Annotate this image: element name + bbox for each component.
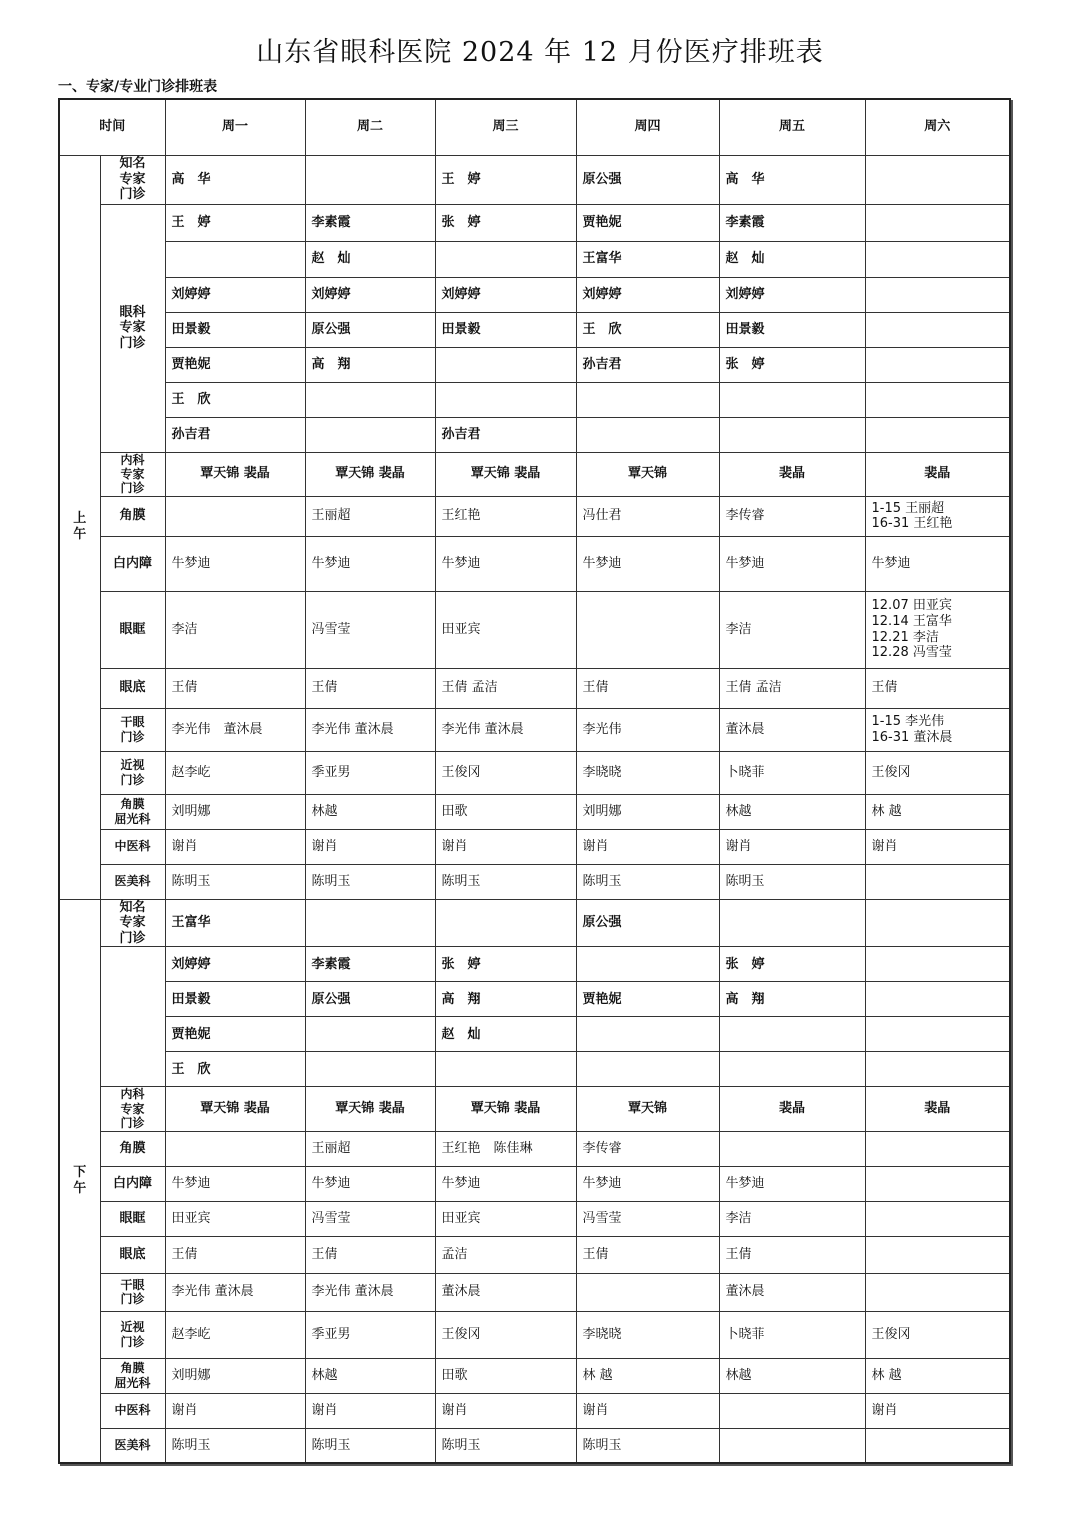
pm-expert-thu: 贾艳妮 (576, 982, 719, 1017)
am-refractive-wed: 田歌 (435, 794, 576, 829)
am-expert-tue: 高 翔 (305, 347, 435, 382)
pm-myopia-tue: 季亚男 (305, 1311, 435, 1358)
pm-internal-label: 内科 专家 门诊 (100, 1087, 165, 1131)
pm-myopia-wed: 王俊冈 (435, 1311, 576, 1358)
pm-expert-tue (305, 1017, 435, 1052)
schedule-line: 12.21 李洁 (871, 629, 939, 645)
schedule-line: 16-31 董沐晨 (871, 729, 953, 745)
am-refractive-label: 角膜 屈光科 (100, 794, 165, 829)
pm-expert-row (59, 1017, 1010, 1052)
am-refractive-fri: 林越 (719, 794, 865, 829)
am-cornea-fri: 李传睿 (719, 496, 865, 536)
pm-tcm-mon: 谢肖 (165, 1393, 305, 1428)
pm-cataract-label: 白内障 (100, 1166, 165, 1201)
am-expert-row (59, 347, 1010, 382)
am-internal-tue: 覃天锦 裴晶 (305, 452, 435, 496)
am-expert-fri: 赵 灿 (719, 241, 865, 277)
pm-cornea-fri (719, 1131, 865, 1166)
am-orbit-thu (576, 591, 719, 668)
pm-dryeye-mon: 李光伟 董沐晨 (165, 1273, 305, 1311)
pm-orbit-sat (865, 1201, 1010, 1236)
pm-cornea-row (59, 1131, 1010, 1166)
am-cataract-mon: 牛梦迪 (165, 536, 305, 591)
am-famous-tue (305, 155, 435, 204)
pm-refractive-fri: 林越 (719, 1358, 865, 1393)
pm-myopia-sat: 王俊冈 (865, 1311, 1010, 1358)
am-expert-row (59, 382, 1010, 417)
am-cosmetic-label: 医美科 (100, 864, 165, 899)
am-cosmetic-fri: 陈明玉 (719, 864, 865, 899)
pm-expert-tue (305, 1052, 435, 1087)
am-cornea-tue: 王丽超 (305, 496, 435, 536)
pm-expert-mon: 田景毅 (165, 982, 305, 1017)
am-cosmetic-tue: 陈明玉 (305, 864, 435, 899)
am-cornea-mon (165, 496, 305, 536)
am-expert-thu (576, 382, 719, 417)
am-internal-mon: 覃天锦 裴晶 (165, 452, 305, 496)
am-myopia-fri: 卜晓菲 (719, 751, 865, 794)
am-cosmetic-thu: 陈明玉 (576, 864, 719, 899)
pm-expert-thu (576, 1017, 719, 1052)
am-myopia-row (59, 751, 1010, 794)
pm-dryeye-thu (576, 1273, 719, 1311)
header-thu: 周四 (576, 99, 719, 155)
am-expert-thu: 孙吉君 (576, 347, 719, 382)
am-expert-fri: 田景毅 (719, 312, 865, 347)
pm-expert-sat (865, 982, 1010, 1017)
pm-orbit-row (59, 1201, 1010, 1236)
pm-dryeye-sat (865, 1273, 1010, 1311)
am-myopia-tue: 季亚男 (305, 751, 435, 794)
pm-cornea-mon (165, 1131, 305, 1166)
am-expert-wed: 田景毅 (435, 312, 576, 347)
header-sat: 周六 (865, 99, 1010, 155)
am-famous-wed: 王 婷 (435, 155, 576, 204)
am-dryeye-label: 干眼 门诊 (100, 708, 165, 751)
header-fri: 周五 (719, 99, 865, 155)
am-tcm-row (59, 829, 1010, 864)
am-fundus-sat: 王倩 (865, 668, 1010, 708)
schedule-body (59, 99, 1010, 1463)
am-orbit-tue: 冯雪莹 (305, 591, 435, 668)
am-orbit-wed: 田亚宾 (435, 591, 576, 668)
am-cornea-sat (865, 496, 1010, 536)
pm-cataract-wed: 牛梦迪 (435, 1166, 576, 1201)
am-expert-fri: 张 婷 (719, 347, 865, 382)
header-tue: 周二 (305, 99, 435, 155)
pm-cataract-sat (865, 1166, 1010, 1201)
session-label-pm: 下 午 (59, 899, 100, 1463)
pm-internal-tue: 覃天锦 裴晶 (305, 1087, 435, 1131)
am-expert-tue: 刘婷婷 (305, 277, 435, 312)
am-fundus-row (59, 668, 1010, 708)
am-expert-wed (435, 382, 576, 417)
pm-dryeye-wed: 董沐晨 (435, 1273, 576, 1311)
am-refractive-tue: 林越 (305, 794, 435, 829)
am-tcm-tue: 谢肖 (305, 829, 435, 864)
am-famous-row (59, 155, 1010, 204)
am-famous-mon: 高 华 (165, 155, 305, 204)
pm-famous-wed (435, 899, 576, 947)
pm-dryeye-label: 干眼 门诊 (100, 1273, 165, 1311)
pm-cosmetic-tue: 陈明玉 (305, 1428, 435, 1463)
pm-expert-fri: 张 婷 (719, 947, 865, 982)
pm-cosmetic-label: 医美科 (100, 1428, 165, 1463)
am-expert-wed (435, 241, 576, 277)
pm-expert-sat (865, 1052, 1010, 1087)
pm-tcm-sat: 谢肖 (865, 1393, 1010, 1428)
pm-cataract-fri: 牛梦迪 (719, 1166, 865, 1201)
am-dryeye-wed: 李光伟 董沐晨 (435, 708, 576, 751)
am-dryeye-fri: 董沐晨 (719, 708, 865, 751)
am-internal-thu: 覃天锦 (576, 452, 719, 496)
am-orbit-row (59, 591, 1010, 668)
am-dryeye-mon: 李光伟 董沐晨 (165, 708, 305, 751)
am-expert-thu (576, 417, 719, 452)
am-expert-tue (305, 382, 435, 417)
pm-internal-row (59, 1087, 1010, 1131)
am-cosmetic-sat (865, 864, 1010, 899)
schedule-line: 12.14 王富华 (871, 614, 952, 630)
am-tcm-sat: 谢肖 (865, 829, 1010, 864)
am-expert-wed: 张 婷 (435, 204, 576, 241)
pm-fundus-tue: 王倩 (305, 1236, 435, 1273)
am-expert-sat (865, 204, 1010, 241)
am-cataract-label: 白内障 (100, 536, 165, 591)
am-expert-row (59, 241, 1010, 277)
schedule-line: 12.07 田亚宾 (871, 598, 952, 614)
pm-famous-tue (305, 899, 435, 947)
am-dryeye-row (59, 708, 1010, 751)
pm-famous-thu: 原公强 (576, 899, 719, 947)
am-refractive-thu: 刘明娜 (576, 794, 719, 829)
am-expert-thu: 王富华 (576, 241, 719, 277)
pm-internal-wed: 覃天锦 裴晶 (435, 1087, 576, 1131)
am-expert-mon: 王 欣 (165, 382, 305, 417)
pm-expert-wed: 高 翔 (435, 982, 576, 1017)
pm-expert-tue: 李素霞 (305, 947, 435, 982)
pm-myopia-mon: 赵李屹 (165, 1311, 305, 1358)
pm-expert-tue: 原公强 (305, 982, 435, 1017)
am-myopia-sat: 王俊冈 (865, 751, 1010, 794)
pm-famous-sat (865, 899, 1010, 947)
section-subtitle: 一、专家/专业门诊排班表 (58, 79, 218, 95)
am-fundus-fri: 王倩 孟洁 (719, 668, 865, 708)
pm-expert-row (59, 1052, 1010, 1087)
pm-orbit-fri: 李洁 (719, 1201, 865, 1236)
pm-fundus-row (59, 1236, 1010, 1273)
pm-expert-row (59, 982, 1010, 1017)
page-title: 山东省眼科医院 2024 年 12 月份医疗排班表 (256, 37, 824, 68)
am-orbit-sat (865, 591, 1010, 668)
pm-expert-mon: 刘婷婷 (165, 947, 305, 982)
am-fundus-label: 眼底 (100, 668, 165, 708)
am-cornea-thu: 冯仕君 (576, 496, 719, 536)
pm-fundus-thu: 王倩 (576, 1236, 719, 1273)
am-internal-row (59, 452, 1010, 496)
pm-myopia-fri: 卜晓菲 (719, 1311, 865, 1358)
pm-tcm-label: 中医科 (100, 1393, 165, 1428)
pm-expert-sat (865, 947, 1010, 982)
am-expert-tue: 李素霞 (305, 204, 435, 241)
pm-cosmetic-row (59, 1428, 1010, 1463)
am-expert-mon (165, 241, 305, 277)
pm-cosmetic-mon: 陈明玉 (165, 1428, 305, 1463)
am-dryeye-thu: 李光伟 (576, 708, 719, 751)
header-row (59, 99, 1010, 155)
pm-cosmetic-fri (719, 1428, 865, 1463)
am-dryeye-tue: 李光伟 董沐晨 (305, 708, 435, 751)
am-expert-wed (435, 347, 576, 382)
am-cataract-wed: 牛梦迪 (435, 536, 576, 591)
am-expert-sat (865, 382, 1010, 417)
pm-myopia-row (59, 1311, 1010, 1358)
am-expert-wed: 刘婷婷 (435, 277, 576, 312)
am-expert-sat (865, 347, 1010, 382)
pm-famous-row (59, 899, 1010, 947)
pm-myopia-thu: 李晓晓 (576, 1311, 719, 1358)
am-expert-thu: 刘婷婷 (576, 277, 719, 312)
pm-cataract-row (59, 1166, 1010, 1201)
am-cornea-label: 角膜 (100, 496, 165, 536)
pm-expert-fri: 高 翔 (719, 982, 865, 1017)
pm-fundus-label: 眼底 (100, 1236, 165, 1273)
am-cataract-thu: 牛梦迪 (576, 536, 719, 591)
pm-fundus-fri: 王倩 (719, 1236, 865, 1273)
am-expert-tue: 原公强 (305, 312, 435, 347)
pm-fundus-mon: 王倩 (165, 1236, 305, 1273)
pm-cornea-thu: 李传睿 (576, 1131, 719, 1166)
pm-refractive-thu: 林 越 (576, 1358, 719, 1393)
schedule-line: 1-15 李光伟 (871, 714, 945, 730)
pm-cataract-thu: 牛梦迪 (576, 1166, 719, 1201)
pm-expert-wed: 赵 灿 (435, 1017, 576, 1052)
am-cosmetic-mon: 陈明玉 (165, 864, 305, 899)
am-expert-row (59, 204, 1010, 241)
pm-refractive-row (59, 1358, 1010, 1393)
am-expert-mon: 刘婷婷 (165, 277, 305, 312)
am-myopia-thu: 李晓晓 (576, 751, 719, 794)
pm-cornea-label: 角膜 (100, 1131, 165, 1166)
am-internal-wed: 覃天锦 裴晶 (435, 452, 576, 496)
am-orbit-label: 眼眶 (100, 591, 165, 668)
pm-expert-wed: 张 婷 (435, 947, 576, 982)
am-tcm-label: 中医科 (100, 829, 165, 864)
pm-expert-thu (576, 947, 719, 982)
am-cataract-tue: 牛梦迪 (305, 536, 435, 591)
pm-dryeye-row (59, 1273, 1010, 1311)
header-wed: 周三 (435, 99, 576, 155)
am-expert-sat (865, 312, 1010, 347)
pm-cosmetic-wed: 陈明玉 (435, 1428, 576, 1463)
am-expert-sat (865, 417, 1010, 452)
am-expert-fri: 李素霞 (719, 204, 865, 241)
am-internal-sat: 裴晶 (865, 452, 1010, 496)
pm-expert-fri (719, 1052, 865, 1087)
pm-expert-fri (719, 1017, 865, 1052)
am-expert-mon: 孙吉君 (165, 417, 305, 452)
schedule-line: 12.28 冯雪莹 (871, 645, 952, 661)
pm-expert-sat (865, 1017, 1010, 1052)
am-famous-thu: 原公强 (576, 155, 719, 204)
am-expert-mon: 贾艳妮 (165, 347, 305, 382)
am-expert-fri: 刘婷婷 (719, 277, 865, 312)
am-cornea-wed: 王红艳 (435, 496, 576, 536)
am-tcm-fri: 谢肖 (719, 829, 865, 864)
am-famous-fri: 高 华 (719, 155, 865, 204)
pm-fundus-sat (865, 1236, 1010, 1273)
pm-famous-label: 知名 专家 门诊 (100, 899, 165, 947)
schedule-line: 1-15 王丽超 (871, 500, 945, 516)
pm-refractive-mon: 刘明娜 (165, 1358, 305, 1393)
pm-cosmetic-thu: 陈明玉 (576, 1428, 719, 1463)
pm-refractive-wed: 田歌 (435, 1358, 576, 1393)
pm-orbit-label: 眼眶 (100, 1201, 165, 1236)
pm-expert-thu (576, 1052, 719, 1087)
pm-cataract-mon: 牛梦迪 (165, 1166, 305, 1201)
am-refractive-row (59, 794, 1010, 829)
header-mon: 周一 (165, 99, 305, 155)
am-expert-fri (719, 417, 865, 452)
pm-internal-thu: 覃天锦 (576, 1087, 719, 1131)
am-expert-row (59, 277, 1010, 312)
pm-dryeye-fri: 董沐晨 (719, 1273, 865, 1311)
pm-expert-mon: 王 欣 (165, 1052, 305, 1087)
pm-myopia-label: 近视 门诊 (100, 1311, 165, 1358)
pm-orbit-thu: 冯雪莹 (576, 1201, 719, 1236)
pm-cornea-wed: 王红艳 陈佳琳 (435, 1131, 576, 1166)
am-expert-wed: 孙吉君 (435, 417, 576, 452)
am-myopia-wed: 王俊冈 (435, 751, 576, 794)
pm-dryeye-tue: 李光伟 董沐晨 (305, 1273, 435, 1311)
am-tcm-wed: 谢肖 (435, 829, 576, 864)
pm-fundus-wed: 孟洁 (435, 1236, 576, 1273)
pm-expert-label (100, 947, 165, 1087)
header-time: 时间 (59, 99, 165, 155)
pm-refractive-tue: 林越 (305, 1358, 435, 1393)
am-fundus-thu: 王倩 (576, 668, 719, 708)
pm-orbit-tue: 冯雪莹 (305, 1201, 435, 1236)
am-cosmetic-wed: 陈明玉 (435, 864, 576, 899)
am-expert-mon: 王 婷 (165, 204, 305, 241)
pm-expert-row (59, 947, 1010, 982)
am-expert-tue: 赵 灿 (305, 241, 435, 277)
pm-famous-mon: 王富华 (165, 899, 305, 947)
pm-orbit-mon: 田亚宾 (165, 1201, 305, 1236)
pm-famous-fri (719, 899, 865, 947)
am-famous-sat (865, 155, 1010, 204)
session-label-am: 上 午 (59, 155, 100, 899)
pm-internal-mon: 覃天锦 裴晶 (165, 1087, 305, 1131)
am-expert-thu: 贾艳妮 (576, 204, 719, 241)
am-myopia-label: 近视 门诊 (100, 751, 165, 794)
am-tcm-thu: 谢肖 (576, 829, 719, 864)
am-cosmetic-row (59, 864, 1010, 899)
pm-cornea-tue: 王丽超 (305, 1131, 435, 1166)
am-orbit-mon: 李洁 (165, 591, 305, 668)
am-orbit-fri: 李洁 (719, 591, 865, 668)
am-fundus-tue: 王倩 (305, 668, 435, 708)
am-expert-sat (865, 241, 1010, 277)
pm-cataract-tue: 牛梦迪 (305, 1166, 435, 1201)
pm-refractive-sat: 林 越 (865, 1358, 1010, 1393)
schedule-line: 16-31 王红艳 (871, 516, 953, 532)
pm-tcm-wed: 谢肖 (435, 1393, 576, 1428)
am-refractive-mon: 刘明娜 (165, 794, 305, 829)
pm-expert-mon: 贾艳妮 (165, 1017, 305, 1052)
am-expert-mon: 田景毅 (165, 312, 305, 347)
pm-internal-sat: 裴晶 (865, 1087, 1010, 1131)
am-cataract-fri: 牛梦迪 (719, 536, 865, 591)
am-expert-tue (305, 417, 435, 452)
am-expert-row (59, 417, 1010, 452)
am-cataract-row (59, 536, 1010, 591)
am-fundus-mon: 王倩 (165, 668, 305, 708)
pm-cosmetic-sat (865, 1428, 1010, 1463)
am-refractive-sat: 林 越 (865, 794, 1010, 829)
am-tcm-mon: 谢肖 (165, 829, 305, 864)
pm-cornea-sat (865, 1131, 1010, 1166)
am-fundus-wed: 王倩 孟洁 (435, 668, 576, 708)
schedule-table (58, 98, 1011, 1464)
am-expert-row (59, 312, 1010, 347)
am-dryeye-sat (865, 708, 1010, 751)
pm-orbit-wed: 田亚宾 (435, 1201, 576, 1236)
pm-tcm-tue: 谢肖 (305, 1393, 435, 1428)
am-famous-label: 知名 专家 门诊 (100, 155, 165, 204)
am-internal-fri: 裴晶 (719, 452, 865, 496)
pm-tcm-row (59, 1393, 1010, 1428)
pm-tcm-thu: 谢肖 (576, 1393, 719, 1428)
am-cataract-sat: 牛梦迪 (865, 536, 1010, 591)
am-internal-label: 内科 专家 门诊 (100, 452, 165, 496)
am-myopia-mon: 赵李屹 (165, 751, 305, 794)
am-expert-fri (719, 382, 865, 417)
pm-expert-wed (435, 1052, 576, 1087)
am-expert-sat (865, 277, 1010, 312)
pm-tcm-fri (719, 1393, 865, 1428)
am-expert-thu: 王 欣 (576, 312, 719, 347)
pm-internal-fri: 裴晶 (719, 1087, 865, 1131)
am-cornea-row (59, 496, 1010, 536)
am-expert-label: 眼科 专家 门诊 (100, 204, 165, 452)
pm-refractive-label: 角膜 屈光科 (100, 1358, 165, 1393)
